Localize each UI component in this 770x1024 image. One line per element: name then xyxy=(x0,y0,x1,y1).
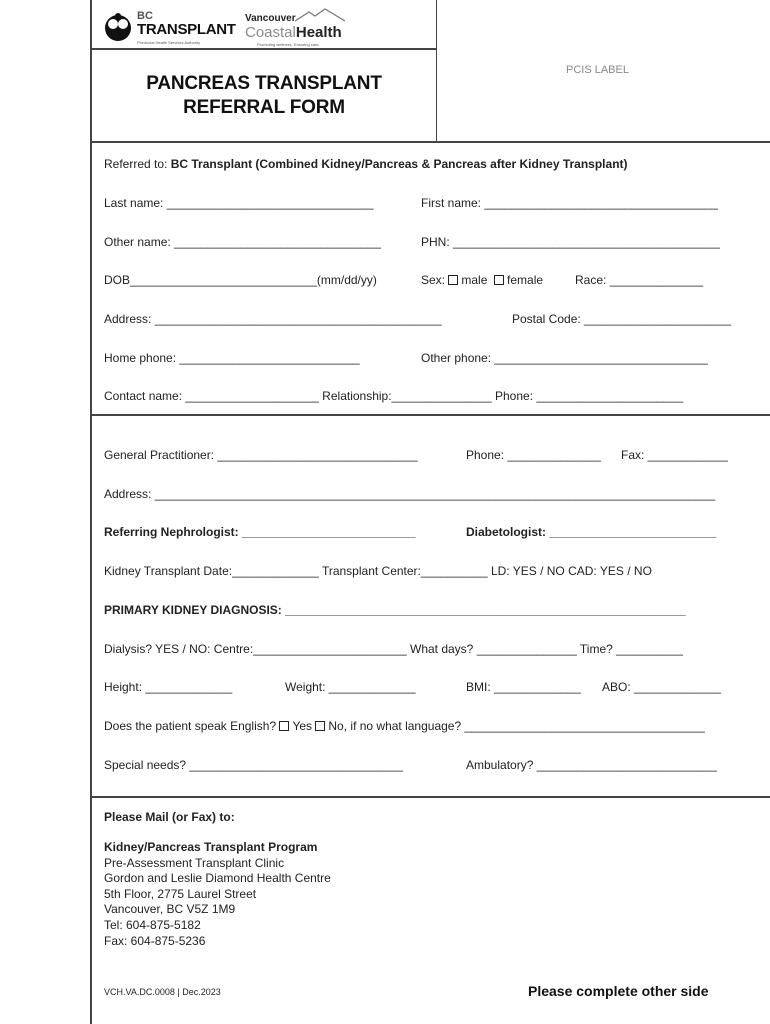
address-line: Gordon and Leslie Diamond Health Centre xyxy=(104,871,331,886)
other-phone-field[interactable]: Other phone: ________________________________ xyxy=(421,351,708,365)
address-line: Tel: 604-875-5182 xyxy=(104,917,201,932)
home-phone-field[interactable]: Home phone: ___________________________ xyxy=(104,351,360,365)
height-field[interactable]: Height: _____________ xyxy=(104,680,233,694)
bmi-field[interactable]: BMI: _____________ xyxy=(466,680,581,694)
address-line: 5th Floor, 2775 Laurel Street xyxy=(104,886,257,901)
address-line: Vancouver, BC V5Z 1M9 xyxy=(104,902,236,917)
address-line: Pre-Assessment Transplant Clinic xyxy=(104,855,285,870)
gp-field[interactable]: General Practitioner: ______________________________ xyxy=(104,448,418,462)
vch-logo xyxy=(243,8,353,48)
diabetologist-field[interactable]: Diabetologist: _________________________ xyxy=(466,525,717,539)
gp-phone-field[interactable]: Phone: ______________ xyxy=(466,448,601,462)
page-title: PANCREAS TRANSPLANT REFERRAL FORM xyxy=(146,73,382,118)
vch-logo-tagline: Promoting wellness. Ensuring care. xyxy=(257,42,320,47)
dob-field[interactable]: DOB____________________________(mm/dd/yy) xyxy=(104,273,377,287)
bc-transplant-symbol-icon xyxy=(103,12,133,42)
address-line: Fax: 604-875-5236 xyxy=(104,933,206,948)
complete-other-side: Please complete other side xyxy=(528,983,709,999)
bc-logo-small: BC xyxy=(137,10,153,22)
bc-logo-big: TRANSPLANT xyxy=(137,21,236,38)
section-divider-1 xyxy=(90,414,770,416)
mail-address xyxy=(104,840,331,949)
weight-field[interactable]: Weight: _____________ xyxy=(285,680,416,694)
contact-field[interactable]: Contact name: ____________________ Relationship:_______________ Phone: ______________________ xyxy=(104,389,684,403)
english-no-checkbox[interactable] xyxy=(315,721,325,731)
header-bottom-line xyxy=(90,141,770,143)
vch-logo-big: CoastalHealth xyxy=(245,24,342,41)
other-name-field[interactable]: Other name: _______________________________ xyxy=(104,235,381,249)
race-field[interactable]: Race: ______________ xyxy=(575,273,704,287)
program-name: Kidney/Pancreas Transplant Program xyxy=(104,840,318,854)
last-name-field[interactable]: Last name: _______________________________ xyxy=(104,196,374,210)
header-divider xyxy=(436,0,437,142)
left-border xyxy=(90,0,92,1024)
gp-fax-field[interactable]: Fax: ____________ xyxy=(621,448,728,462)
pcis-label: PCIS LABEL xyxy=(566,64,629,76)
dialysis-field[interactable]: Dialysis? YES / NO: Centre:_______________________ What days? _______________ Time? __________ xyxy=(104,642,683,656)
section-divider-2 xyxy=(90,796,770,798)
english-field: Does the patient speak English? Yes No, if no what language? ____________________________________ xyxy=(104,719,705,733)
mail-heading: Please Mail (or Fax) to: xyxy=(104,810,235,824)
vch-logo-small: Vancouver xyxy=(245,13,296,24)
kidney-transplant-field[interactable]: Kidney Transplant Date:_____________ Transplant Center:__________ LD: YES / NO CAD: YES / NO xyxy=(104,564,652,578)
bc-transplant-logo xyxy=(103,8,236,48)
address-field[interactable]: Address: ___________________________________________ xyxy=(104,312,442,326)
phn-field[interactable]: PHN: ________________________________________ xyxy=(421,235,720,249)
postal-code-field[interactable]: Postal Code: ______________________ xyxy=(512,312,731,326)
english-yes-checkbox[interactable] xyxy=(279,721,289,731)
referred-to: Referred to: BC Transplant (Combined Kidney/Pancreas & Pancreas after Kidney Transplant) xyxy=(104,157,628,171)
bc-logo-tagline: Provincial Health Services Authority xyxy=(137,40,201,45)
logo-divider xyxy=(90,48,436,50)
sex-field: Sex: male female xyxy=(421,273,544,287)
mountain-icon xyxy=(295,8,345,22)
male-checkbox[interactable] xyxy=(448,275,458,285)
abo-field[interactable]: ABO: _____________ xyxy=(602,680,721,694)
special-needs-field[interactable]: Special needs? ________________________________ xyxy=(104,758,403,772)
female-checkbox[interactable] xyxy=(494,275,504,285)
ambulatory-field[interactable]: Ambulatory? ___________________________ xyxy=(466,758,717,772)
diagnosis-field[interactable]: PRIMARY KIDNEY DIAGNOSIS: ____________________________________________________________ xyxy=(104,603,686,617)
form-code: VCH.VA.DC.0008 | Dec.2023 xyxy=(104,987,221,997)
first-name-field[interactable]: First name: ___________________________________ xyxy=(421,196,718,210)
nephrologist-field[interactable]: Referring Nephrologist: __________________________ xyxy=(104,525,416,539)
gp-address-field[interactable]: Address: ____________________________________________________________________________________ xyxy=(104,487,716,501)
